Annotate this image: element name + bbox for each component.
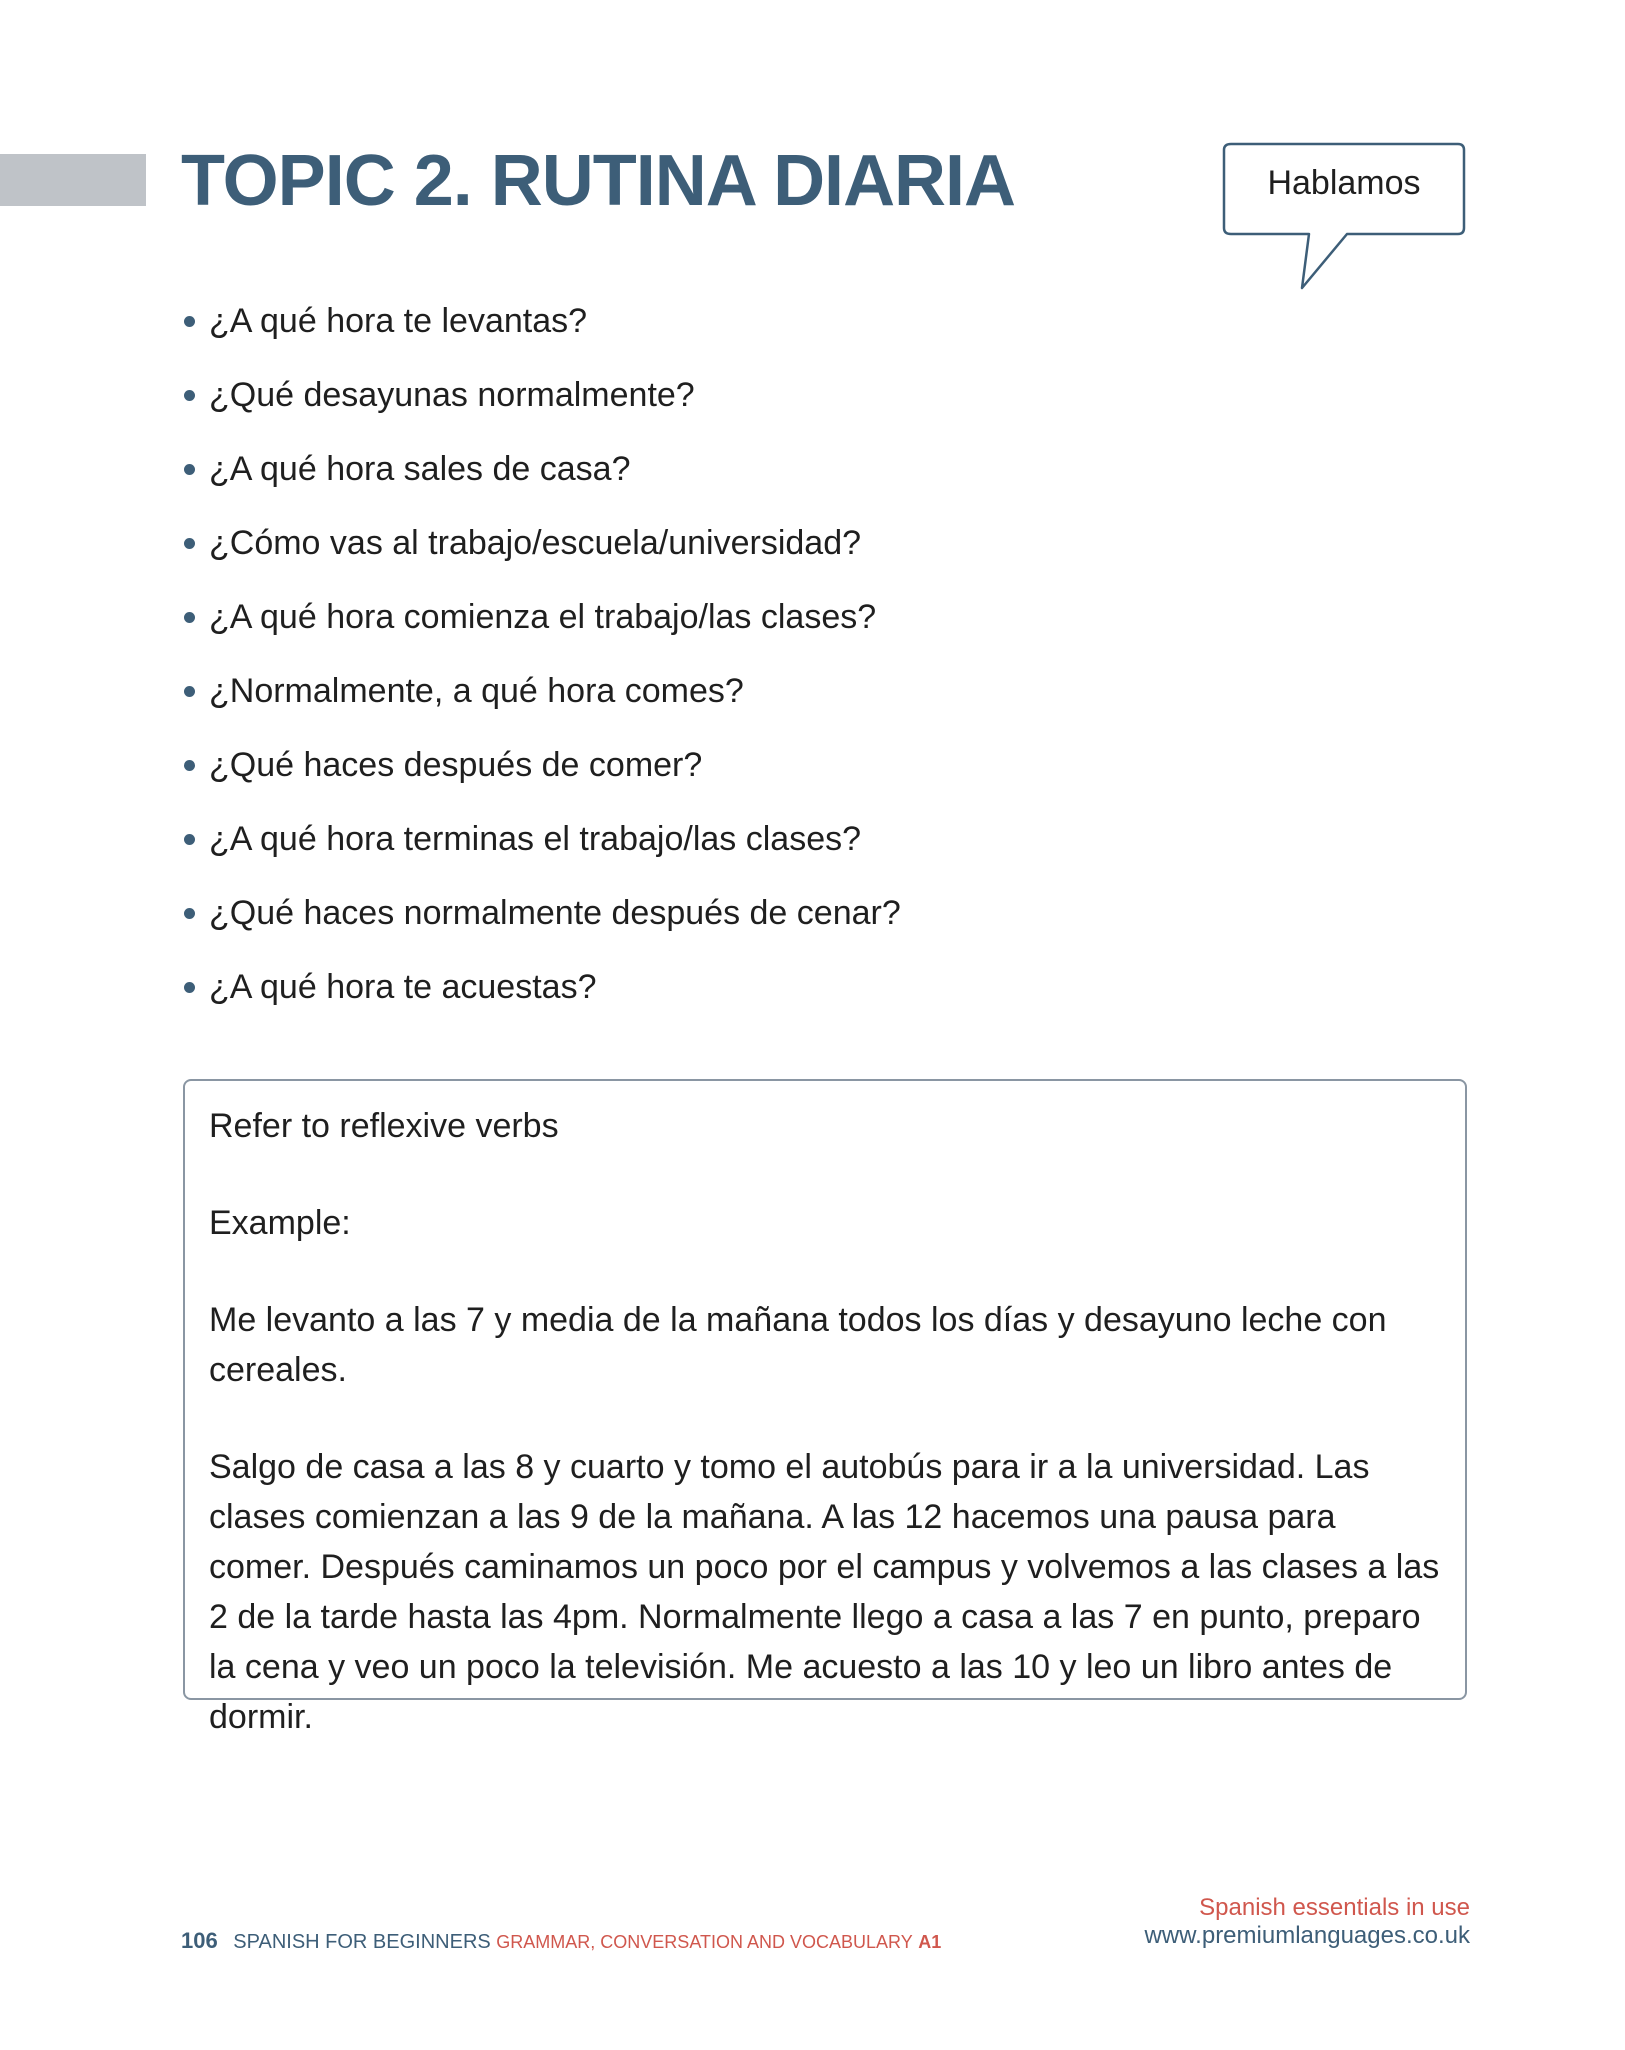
footer-publisher xyxy=(1145,1894,1471,1950)
question-text: ¿Cómo vas al trabajo/escuela/universidad? xyxy=(209,524,862,562)
question-text: ¿A qué hora comienza el trabajo/las clases? xyxy=(209,598,877,636)
bullet-icon xyxy=(184,908,195,919)
list-item xyxy=(181,960,901,1034)
bullet-icon xyxy=(184,316,195,327)
bullet-icon xyxy=(184,834,195,845)
footer-url[interactable]: www.premiumlanguages.co.uk xyxy=(1144,1922,1470,1949)
question-text: ¿A qué hora sales de casa? xyxy=(209,450,631,488)
question-text: ¿Qué haces normalmente después de cenar? xyxy=(209,894,901,932)
example-paragraph-1: Me levanto a las 7 y media de la mañana todos los días y desayuno leche con cereales. xyxy=(209,1301,1387,1389)
question-text: ¿A qué hora te acuestas? xyxy=(209,968,597,1006)
bullet-icon xyxy=(184,760,195,771)
page-title: TOPIC 2. RUTINA DIARIA xyxy=(181,141,1016,221)
bullet-icon xyxy=(184,982,195,993)
question-text: ¿A qué hora terminas el trabajo/las clases? xyxy=(209,820,862,858)
list-item xyxy=(181,368,901,442)
bullet-icon xyxy=(184,612,195,623)
footer-book-title: SPANISH FOR BEGINNERS xyxy=(233,1931,491,1953)
list-item xyxy=(181,294,901,368)
question-text: ¿Qué haces después de comer? xyxy=(209,746,703,784)
footer-book-info xyxy=(181,1928,941,1954)
list-item xyxy=(181,590,901,664)
example-label: Example: xyxy=(209,1204,351,1242)
list-item xyxy=(181,516,901,590)
footer-subtitle: GRAMMAR, CONVERSATION AND VOCABULARY xyxy=(496,1932,913,1952)
example-box-heading: Refer to reflexive verbs xyxy=(209,1107,559,1145)
example-paragraph-2: Salgo de casa a las 8 y cuarto y tomo el autobús para ir a la universidad. Las clases comienzan a las 9 de la mañana. A las 12 hacemos una pausa para comer. Después caminamos un poco por el campus y volvemos a las clases a las 2 de la tarde hasta las 4pm. Normalmente llego a casa a las 7 en punto, preparo la cena y veo un poco la televisión. Me acuesto a las 10 y leo un libro antes de dormir. xyxy=(209,1448,1440,1736)
bullet-icon xyxy=(184,686,195,697)
question-list xyxy=(181,294,901,1034)
bullet-icon xyxy=(184,390,195,401)
speech-bubble-label: Hablamos xyxy=(1267,164,1421,202)
page-number: 106 xyxy=(181,1928,218,1953)
footer-tagline: Spanish essentials in use xyxy=(1199,1894,1470,1921)
bullet-icon xyxy=(184,538,195,549)
bullet-icon xyxy=(184,464,195,475)
example-box xyxy=(183,1079,1467,1736)
list-item xyxy=(181,664,901,738)
list-item xyxy=(181,886,901,960)
question-text: ¿A qué hora te levantas? xyxy=(209,302,588,340)
footer-level: A1 xyxy=(918,1932,942,1952)
list-item xyxy=(181,812,901,886)
speech-bubble xyxy=(1222,142,1466,295)
question-text: ¿Qué desayunas normalmente? xyxy=(209,376,695,414)
header-accent-bar xyxy=(0,154,146,206)
list-item xyxy=(181,442,901,516)
question-text: ¿Normalmente, a qué hora comes? xyxy=(209,672,744,710)
list-item xyxy=(181,738,901,812)
